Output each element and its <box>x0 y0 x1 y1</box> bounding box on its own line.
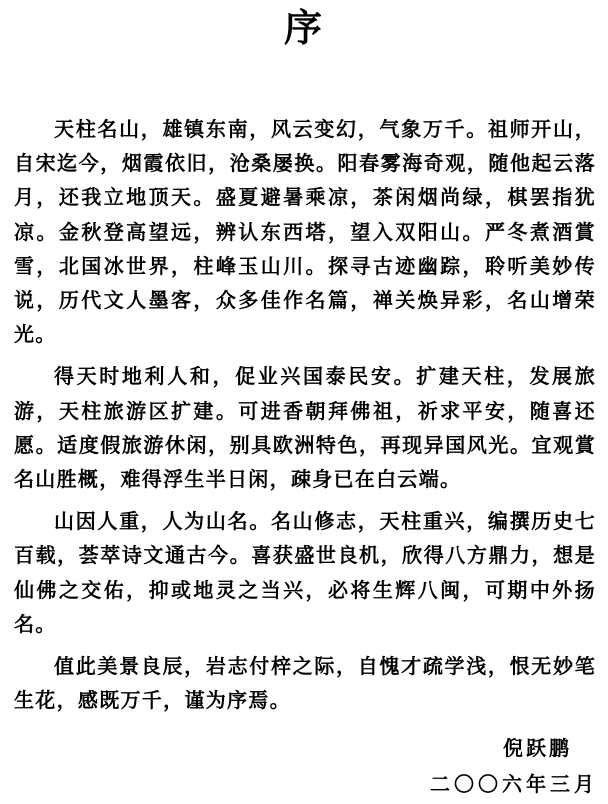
author-signature: 倪跃鹏 <box>503 736 572 760</box>
paragraph-1: 天柱名山，雄镇东南，风云变幻，气象万千。祖师开山，自宋迄今，烟霞依旧，沧桑屡换。阳春雾海奇观，随他起云落月，还我立地顶天。盛夏避暑乘凉，茶闲烟尚绿，棋罢指犹凉。金秋登高望远，辨认东西塔，望入双阳山。严冬煮酒賞雪，北国冰世界，柱峰玉山川。探寻古迹幽踪，聆听美妙传说，历代文人墨客，众多佳作名篇，禅关焕异彩，名山增荣光。 <box>14 117 596 347</box>
date-line: 二〇〇六年三月 <box>430 772 598 796</box>
paragraph-2: 得天时地利人和，促业兴国泰民安。扩建天柱，发展旅游，天柱旅游区扩建。可进香朝拜佛祖，祈求平安，随喜还愿。适度假旅游休闲，别具欧洲特色，再现异国风光。宜观賞名山胜概，难得浮生半日闲，疎身已在白云端。 <box>14 364 596 492</box>
paragraph-4: 值此美景良辰，岩志付梓之际，自愧才疏学浅，恨无妙笔生花，感既万千，谨为序焉。 <box>14 654 596 713</box>
page-title: 序 <box>283 5 324 50</box>
paragraph-3: 山因人重，人为山名。名山修志，天柱重兴，编撰历史七百载，荟萃诗文通古今。喜获盛世良机，欣得八方鼎力，想是仙佛之交佑，抑或地灵之当兴，必将生辉八闽，可期中外扬名。 <box>14 509 596 636</box>
preface-body <box>14 112 596 725</box>
